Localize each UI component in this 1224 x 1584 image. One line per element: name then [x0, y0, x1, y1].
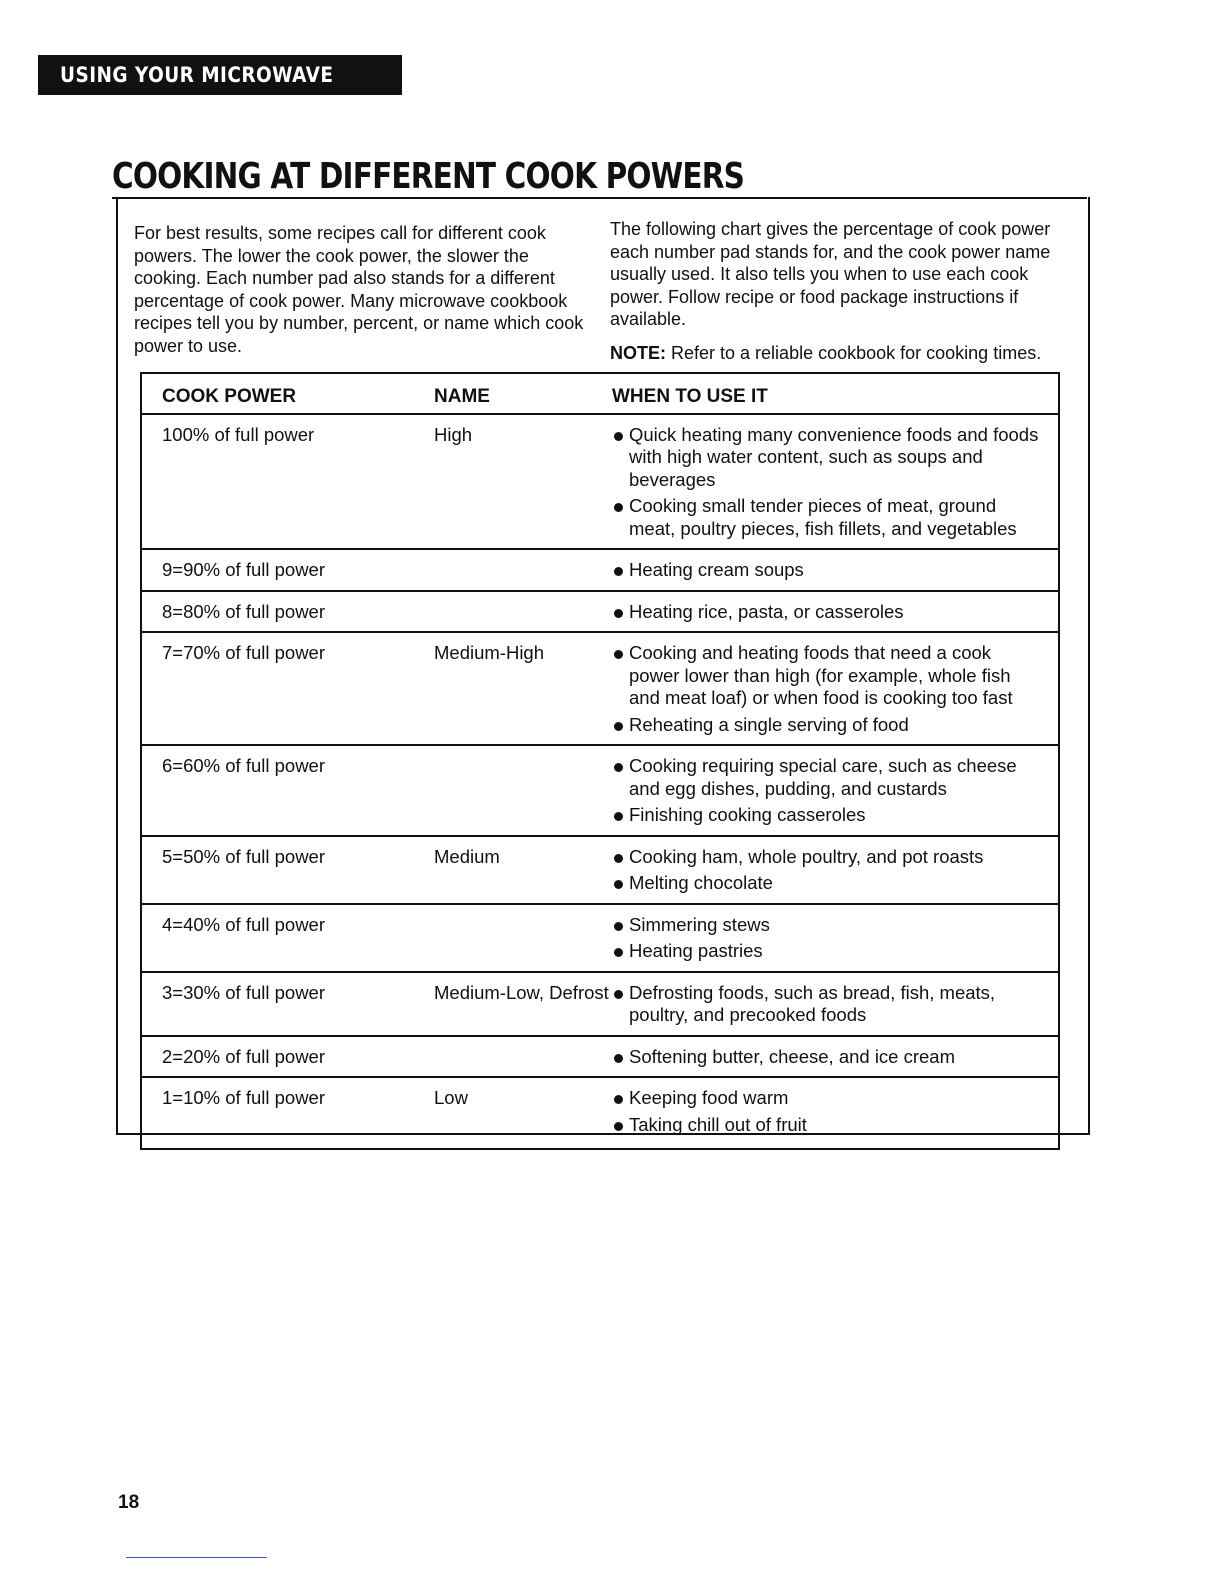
- cook-power-table: [140, 372, 1060, 1150]
- use-list: [612, 642, 1044, 736]
- note: [610, 342, 1080, 364]
- column-header-when-to-use: WHEN TO USE IT: [612, 373, 1059, 414]
- use-list-item: [612, 914, 1044, 937]
- use-text: Cooking and heating foods that need a cook power lower than high (for example, whole fish and meat loaf) or when food is cooking too fast: [629, 642, 1013, 708]
- bullet-icon: [614, 432, 623, 441]
- use-list: [612, 559, 1044, 582]
- bullet-icon: [614, 880, 623, 889]
- use-list-item: [612, 714, 1044, 737]
- column-header-cook-power: COOK POWER: [141, 373, 434, 414]
- use-text: Softening butter, cheese, and ice cream: [629, 1045, 956, 1067]
- table-row: [141, 904, 1059, 972]
- use-list: [612, 1087, 1044, 1136]
- table-row: [141, 591, 1059, 633]
- power-name-cell: High: [434, 414, 612, 550]
- use-list-item: [612, 804, 1044, 827]
- page-title: COOKING AT DIFFERENT COOK POWERS: [112, 156, 745, 197]
- use-list: [612, 846, 1044, 895]
- use-text: Cooking requiring special care, such as cheese and egg dishes, pudding, and custards: [629, 755, 1017, 799]
- cook-power-cell: 5=50% of full power: [141, 836, 434, 904]
- when-to-use-cell: [612, 836, 1059, 904]
- use-list-item: [612, 872, 1044, 895]
- when-to-use-cell: [612, 745, 1059, 836]
- power-name-cell: Medium-High: [434, 632, 612, 745]
- use-list-item: [612, 642, 1044, 710]
- use-list-item: [612, 559, 1044, 582]
- cook-power-cell: 9=90% of full power: [141, 549, 434, 591]
- bullet-icon: [614, 990, 623, 999]
- use-list-item: [612, 1087, 1044, 1110]
- table-row: [141, 632, 1059, 745]
- intro-left-paragraph: For best results, some recipes call for different cook powers. The lower the cook power, the slower the cooking. Each number pad also stands for a different percentage of cook power. Many microwave cookbook recipes tell you by number, percent, or name which cook power to use.: [134, 223, 584, 356]
- table-row: [141, 1036, 1059, 1078]
- cook-power-cell: 8=80% of full power: [141, 591, 434, 633]
- when-to-use-cell: [612, 1077, 1059, 1149]
- use-list-item: [612, 424, 1044, 492]
- use-text: Defrosting foods, such as bread, fish, meats, poultry, and precooked foods: [629, 981, 996, 1025]
- column-header-name: NAME: [434, 373, 612, 414]
- bullet-icon: [614, 650, 623, 659]
- use-list-item: [612, 1046, 1044, 1069]
- when-to-use-cell: [612, 904, 1059, 972]
- use-text: Cooking small tender pieces of meat, ground meat, poultry pieces, fish fillets, and vegetables: [629, 495, 1017, 539]
- bullet-icon: [614, 1095, 623, 1104]
- bullet-icon: [614, 503, 623, 512]
- when-to-use-cell: [612, 1036, 1059, 1078]
- table-row: [141, 972, 1059, 1036]
- section-header-label: USING YOUR MICROWAVE OVEN: [60, 63, 334, 127]
- power-name-cell: [434, 1036, 612, 1078]
- bullet-icon: [614, 763, 623, 772]
- power-name-cell: [434, 904, 612, 972]
- use-text: Keeping food warm: [629, 1087, 789, 1108]
- bullet-icon: [614, 609, 623, 618]
- cook-power-cell: 2=20% of full power: [141, 1036, 434, 1078]
- use-text: Melting chocolate: [629, 872, 773, 893]
- use-text: Heating pastries: [629, 940, 763, 961]
- bullet-icon: [614, 812, 623, 821]
- table-row: [141, 414, 1059, 550]
- use-list: [612, 755, 1044, 827]
- use-list-item: [612, 601, 1044, 624]
- cook-power-cell: 100% of full power: [141, 414, 434, 550]
- use-list-item: [612, 846, 1044, 869]
- table-row: [141, 745, 1059, 836]
- table-row: [141, 836, 1059, 904]
- table-row: [141, 549, 1059, 591]
- use-text: Taking chill out of fruit: [629, 1113, 807, 1135]
- use-list: [612, 1046, 1044, 1069]
- when-to-use-cell: [612, 591, 1059, 633]
- when-to-use-cell: [612, 632, 1059, 745]
- use-list: [612, 601, 1044, 624]
- use-text: Heating rice, pasta, or casseroles: [629, 600, 904, 622]
- bullet-icon: [614, 1054, 623, 1063]
- use-text: Quick heating many convenience foods and foods with high water content, such as soups and beverages: [629, 423, 1039, 490]
- when-to-use-cell: [612, 549, 1059, 591]
- when-to-use-cell: [612, 414, 1059, 550]
- table-body: [141, 414, 1059, 1150]
- note-text: Refer to a reliable cookbook for cooking times.: [671, 343, 1042, 363]
- use-text: Finishing cooking casseroles: [629, 804, 866, 825]
- table-header-row: [141, 373, 1059, 414]
- power-name-cell: Medium: [434, 836, 612, 904]
- power-name-cell: [434, 549, 612, 591]
- use-text: Reheating a single serving of food: [629, 713, 909, 735]
- cook-power-cell: 4=40% of full power: [141, 904, 434, 972]
- table-row: [141, 1077, 1059, 1149]
- power-name-cell: [434, 591, 612, 633]
- use-text: Simmering stews: [629, 913, 770, 935]
- bullet-icon: [614, 854, 623, 863]
- bullet-icon: [614, 722, 623, 731]
- cook-power-cell: 1=10% of full power: [162, 1087, 326, 1108]
- bullet-icon: [614, 922, 623, 931]
- power-name-cell: Low: [434, 1087, 468, 1108]
- use-list: [612, 982, 1044, 1027]
- power-name-cell: Medium-Low, Defrost: [434, 972, 612, 1036]
- use-list-item: [612, 755, 1044, 800]
- use-text: Cooking ham, whole poultry, and pot roasts: [629, 845, 984, 867]
- section-header-bar: [38, 55, 402, 127]
- use-list: [612, 914, 1044, 963]
- cook-power-cell: 6=60% of full power: [141, 745, 434, 836]
- use-list-item: [612, 982, 1044, 1027]
- cook-power-cell: 7=70% of full power: [141, 632, 434, 745]
- note-label: NOTE:: [610, 343, 666, 363]
- bullet-icon: [614, 948, 623, 957]
- bullet-icon: [614, 1122, 623, 1131]
- power-name-cell: [434, 745, 612, 836]
- intro-right-paragraph: The following chart gives the percentage of cook power each number pad stands for, and the cook power name usually used. It also tells you when to use each cook power. Follow recipe or food package instructions if available.: [610, 219, 1051, 329]
- use-list-item: [612, 495, 1044, 540]
- use-list-item: [612, 1114, 1044, 1137]
- when-to-use-cell: [612, 972, 1059, 1036]
- use-list: [612, 424, 1044, 541]
- bullet-icon: [614, 567, 623, 576]
- use-list-item: [612, 940, 1044, 963]
- use-text: Heating cream soups: [629, 559, 804, 580]
- cook-power-cell: 3=30% of full power: [141, 972, 434, 1036]
- page-number: 18: [118, 1492, 140, 1513]
- footer-rule: [126, 1557, 267, 1558]
